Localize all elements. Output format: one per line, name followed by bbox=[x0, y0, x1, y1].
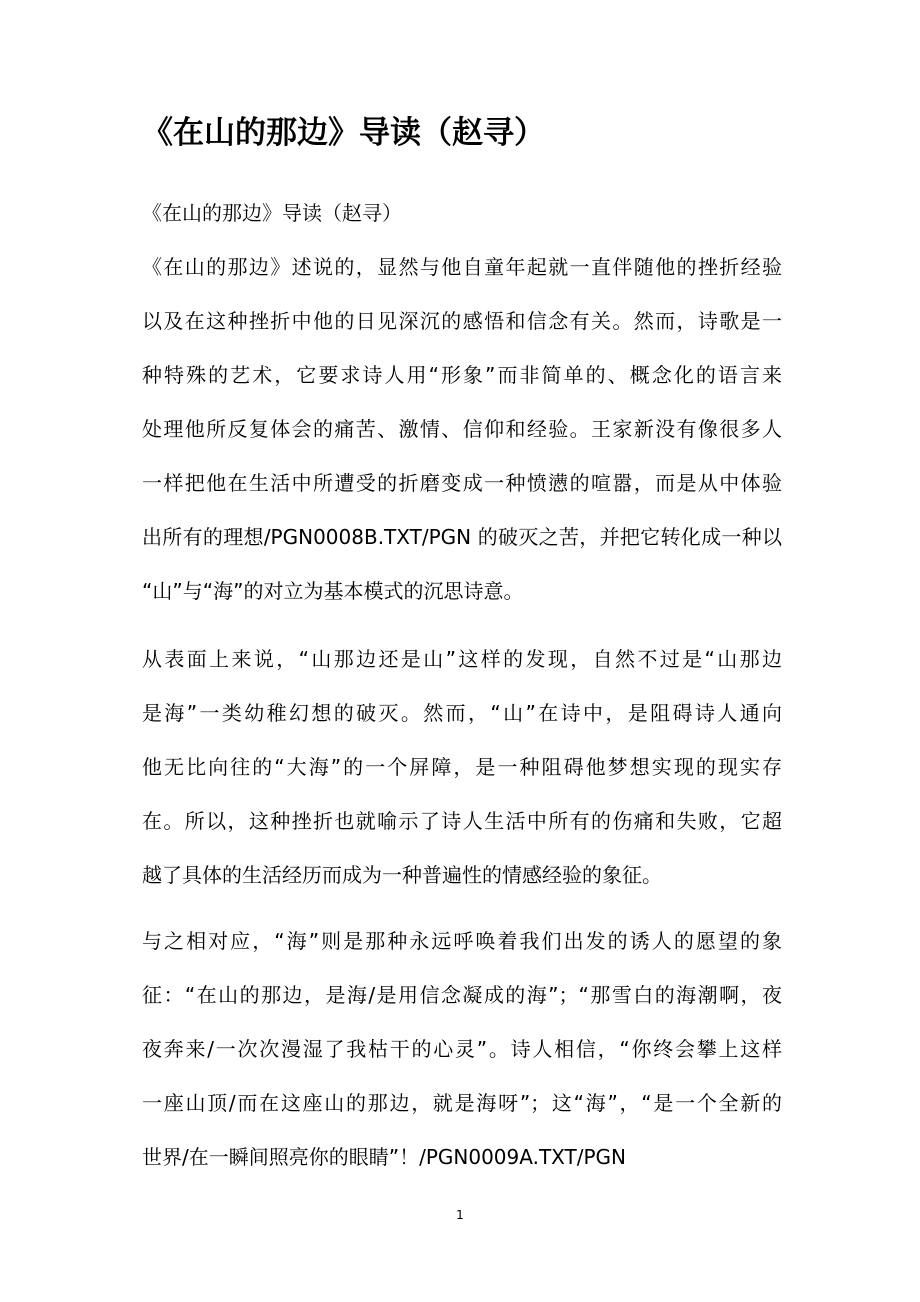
page-number: 1 bbox=[456, 1208, 464, 1222]
paragraph-line: 是海”一类幼稚幻想的破灭。然而，“山”在诗中，是阻碍诗人通向 bbox=[142, 701, 782, 725]
paragraph-line: 从表面上来说，“山那边还是山”这样的发现，自然不过是“山那边 bbox=[142, 647, 782, 671]
document-subtitle: 《在山的那边》导读（赵寻） bbox=[142, 201, 402, 225]
paragraph-line: 《在山的那边》述说的，显然与他自童年起就一直伴随他的挫折经验 bbox=[142, 255, 782, 279]
paragraph-line: 处理他所反复体会的痛苦、激情、信仰和经验。王家新没有像很多人 bbox=[142, 417, 782, 441]
paragraph-line: 与之相对应，“海”则是那种永远呼唤着我们出发的诱人的愿望的象 bbox=[142, 929, 782, 953]
paragraph-line: 征：“在山的那边，是海/是用信念凝成的海”；“那雪白的海潮啊，夜 bbox=[142, 983, 782, 1007]
paragraph-line: “山”与“海”的对立为基本模式的沉思诗意。 bbox=[142, 579, 524, 603]
paragraph-line: 种特殊的艺术，它要求诗人用“形象”而非简单的、概念化的语言来 bbox=[142, 363, 782, 387]
paragraph-3 bbox=[142, 914, 782, 1184]
paragraph-line: 一座山顶/而在这座山的那边，就是海呀”；这“海”，“是一个全新的 bbox=[142, 1091, 782, 1115]
paragraph-line: 以及在这种挫折中他的日见深沉的感悟和信念有关。然而，诗歌是一 bbox=[142, 309, 782, 333]
paragraph-line: 一样把他在生活中所遭受的折磨变成一种愤懑的喧嚣，而是从中体验 bbox=[142, 471, 782, 495]
paragraph-line: 世界/在一瞬间照亮你的眼睛”！/PGN0009A.TXT/PGN bbox=[142, 1145, 626, 1169]
document-title: 《在山的那边》导读（赵寻） bbox=[142, 115, 545, 151]
paragraph-line: 夜奔来/一次次漫湿了我枯干的心灵”。诗人相信，“你终会攀上这样 bbox=[142, 1037, 782, 1061]
paragraph-line: 出所有的理想/PGN0008B.TXT/PGN 的破灭之苦，并把它转化成一种以 bbox=[142, 525, 782, 549]
paragraph-line: 他无比向往的“大海”的一个屏障，是一种阻碍他梦想实现的现实存 bbox=[142, 755, 782, 779]
paragraph-2 bbox=[142, 632, 782, 902]
paragraph-1 bbox=[142, 240, 782, 618]
paragraph-line: 越了具体的生活经历而成为一种普遍性的情感经验的象征。 bbox=[142, 863, 662, 887]
paragraph-line: 在。所以，这种挫折也就喻示了诗人生活中所有的伤痛和失败，它超 bbox=[142, 809, 782, 833]
